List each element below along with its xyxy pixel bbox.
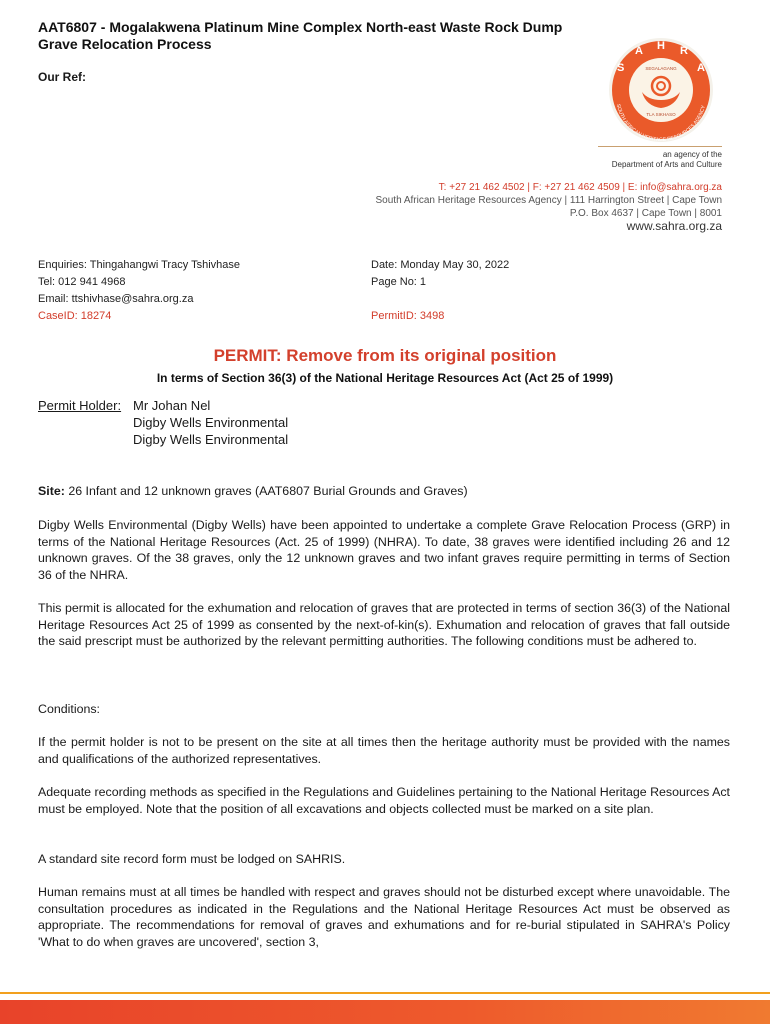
date-block: [371, 259, 509, 327]
contact-address: South African Heritage Resources Agency | 111 Harrington Street | Cape Town: [375, 195, 722, 206]
sahra-logo: [590, 36, 732, 144]
paragraph-intro: Digby Wells Environmental (Digby Wells) have been appointed to undertake a complete Grave Relocation Process (GRP) in terms of the National Heritage Resources (Act. 25 of 1999) (NHRA). To date, 38 graves were identified including 26 and 12 unknown graves. Of the 38 graves, only the 12 unknown graves and two infant graves require permitting in terms of Section 36 of the NHRA.: [38, 518, 730, 582]
site-label: Site:: [38, 484, 65, 498]
contact-postal: P.O. Box 4637 | Cape Town | 8001: [569, 208, 722, 219]
permit-holder-org: Digby Wells Environmental: [133, 432, 289, 447]
case-id: CaseID: 18274: [38, 310, 112, 322]
page-no: Page No: 1: [371, 276, 427, 288]
logo-letter: H: [657, 40, 665, 52]
logo-letter: S: [617, 62, 625, 74]
permit-id: PermitID: 3498: [371, 310, 445, 322]
enquiries-block: [38, 259, 240, 327]
footer-divider: [0, 992, 770, 994]
logo-letter: A: [635, 45, 643, 57]
condition-item: A standard site record form must be lodged on SAHRIS.: [38, 852, 346, 866]
conditions-heading: Conditions:: [38, 702, 100, 716]
agency-note: [612, 150, 722, 170]
permit-holder: [38, 397, 289, 447]
agency-line2: Department of Arts and Culture: [611, 160, 722, 169]
logo-letter: R: [680, 45, 688, 57]
condition-item: Human remains must at all times be handled with respect and graves should not be disturbed except where unavoidable. The consultation procedures as indicated in the Regulations and the National Heritage Resources Act must be observed as appropriate. The recommendations for removal of graves and exhumations and for re-burial stipulated in SAHRA's Policy 'What to do when graves are uncovered', section 3,: [38, 885, 730, 949]
website-link[interactable]: www.sahra.org.za: [626, 219, 722, 233]
our-ref-label: Our Ref:: [38, 70, 86, 84]
condition-item: If the permit holder is not to be present on the site at all times then the heritage authority must be provided with the names and qualifications of the authorized representatives.: [38, 735, 730, 766]
document-title-line2: Grave Relocation Process: [38, 36, 212, 52]
paragraph-allocation: This permit is allocated for the exhumation and relocation of graves that are protected in terms of section 36(3) of the National Heritage Resources Act 25 of 1999 as consented by the next-of-kin(s). Exhumation and relocation of graves that fall outside the said prescript must be authorized by the relevant permitting authorities. The following conditions must be adhered to.: [38, 601, 730, 649]
document-title: [38, 19, 562, 53]
enquiries-tel: Tel: 012 941 4968: [38, 276, 126, 288]
logo-inner-top-text: SEGALAGANG: [645, 66, 677, 71]
permit-holder-org: Digby Wells Environmental: [133, 415, 289, 430]
document-title-line1: AAT6807 - Mogalakwena Platinum Mine Complex North-east Waste Rock Dump: [38, 19, 563, 35]
permit-holder-name: Mr Johan Nel: [133, 398, 211, 413]
condition-item: Adequate recording methods as specified in the Regulations and Guidelines pertaining to the National Heritage Resources Act must be employed. Note that the position of all excavations and objects collected must be marked on a site plan.: [38, 785, 730, 816]
contact-block: [376, 181, 723, 233]
logo-ring-text: SOUTH AFRICAN HERITAGE RESOURCES AGENCY: [614, 103, 707, 144]
logo-letter: A: [697, 62, 705, 74]
permit-subtitle: In terms of Section 36(3) of the National Heritage Resources Act (Act 25 of 1999): [156, 371, 614, 385]
footer-bar: [0, 1000, 770, 1024]
site-text: 26 Infant and 12 unknown graves (AAT6807 Burial Grounds and Graves): [68, 484, 468, 498]
agency-line1: an agency of the: [662, 150, 722, 159]
agency-divider: [598, 146, 722, 147]
permit-holder-label: Permit Holder:: [38, 398, 122, 413]
enquiries-name: Enquiries: Thingahangwi Tracy Tshivhase: [38, 259, 240, 271]
date: Date: Monday May 30, 2022: [371, 259, 510, 271]
permit-title: PERMIT: Remove from its original position: [213, 346, 557, 365]
contact-phone-email: T: +27 21 462 4502 | F: +27 21 462 4509 | E: info@sahra.org.za: [438, 182, 722, 193]
site-line: [38, 483, 730, 500]
enquiries-email[interactable]: Email: ttshivhase@sahra.org.za: [38, 293, 194, 305]
logo-inner-bottom-text: TLA SIKHASO: [646, 112, 676, 117]
